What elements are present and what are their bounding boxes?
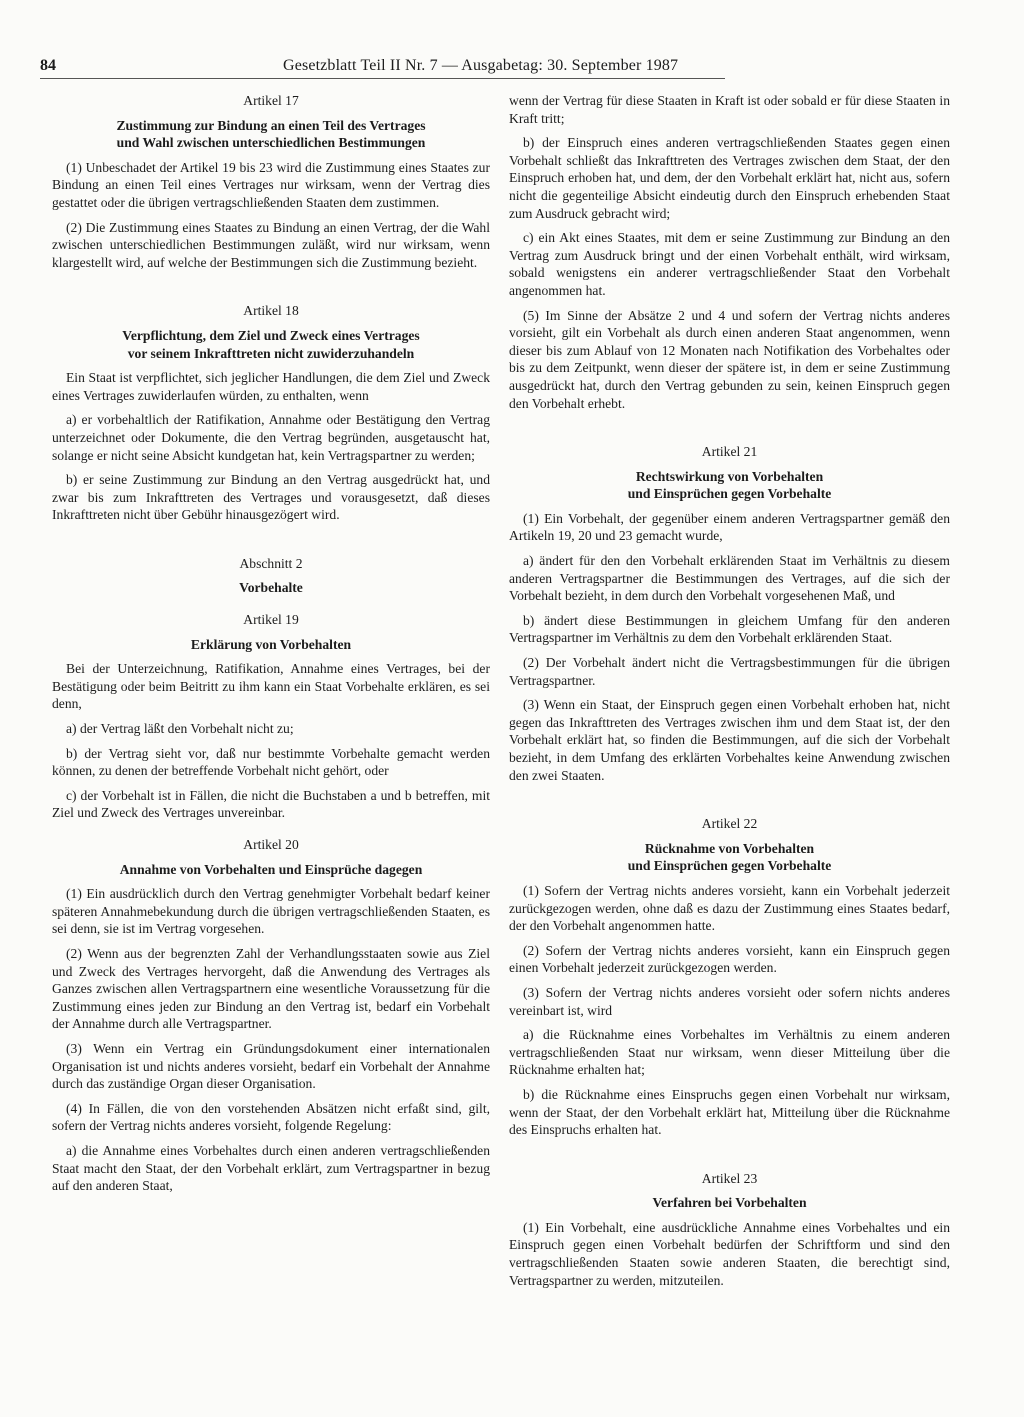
article-20-paragraph-3: (3) Wenn ein Vertrag ein Gründungsdokument einer internationalen Organisation ist und nichts anderes vorsieht, bedarf ein Vorbehalt der Annahme durch das zuständige Organ dieser Organisation. xyxy=(52,1040,490,1092)
article-20-paragraph-2: (2) Wenn aus der begrenzten Zahl der Verhandlungsstaaten sowie aus Ziel und Zweck des Vertrages hervorgeht, daß die Anwendung des Vertrages als Ganzes zwischen allen Vertragspartnern eine wesentliche Voraussetzung für die Zustimmung eines jeden zur Bindung an den Vertrag ist, bedarf ein Vorbehalt der Annahme durch alle Vertragspartner. xyxy=(52,945,490,1032)
article-17-paragraph-2: (2) Die Zustimmung eines Staates zu Bindung an einen Vertrag, der die Wahl zwischen unterschiedlichen Bestimmungen zuläßt, wird nur wirksam, wenn klargestellt wird, auf welche der Bestimmungen sich die Zustimmung bezieht. xyxy=(52,219,490,270)
article-20-number: Artikel 20 xyxy=(243,837,299,852)
article-20-paragraph-5: (5) Im Sinne der Absätze 2 und 4 und sofern der Vertrag nichts anderes vorsieht, gilt ein Vorbehalt als durch einen anderen Staat angenommen, wenn dieser bis zum Ablauf von 12 Monaten nach Notifikation des Vorbehaltes oder bis zu dem Zeitpunkt, wenn dieser der spätere ist, in dem er seine Zustimmung ausgedrückt hat, durch den Vertrag gebunden zu sein, keinen Einspruch gegen den Vorbehalt erhebt. xyxy=(509,307,950,411)
left-column xyxy=(52,92,490,1202)
article-23-paragraph-1: (1) Ein Vorbehalt, eine ausdrückliche Annahme eines Vorbehaltes und ein Einspruch gegen einen Vorbehalt bedürfen der Schriftform und sind den vertragschließenden Staaten sowie anderen Staaten, die berechtigt sind, Vertragspartner zu werden, mitzuteilen. xyxy=(509,1219,950,1288)
article-18-paragraph-1: Ein Staat ist verpflichtet, sich jeglicher Handlungen, die dem Ziel und Zweck eines Vertrages zuwiderlaufen würden, zu enthalten, wenn xyxy=(52,370,490,403)
article-22-title-line-1: Rücknahme von Vorbehalten xyxy=(644,840,815,856)
page-header xyxy=(40,57,725,79)
article-22-paragraph-1: (1) Sofern der Vertrag nichts anderes vorsieht, kann ein Vorbehalt jederzeit zurückgezogen werden, ohne daß es dazu der Zustimmung eines Staates bedarf, der den Vorbehalt angenommen hatte. xyxy=(509,882,950,934)
article-18-title-line-1: Verpflichtung, dem Ziel und Zweck eines Vertrages xyxy=(122,327,420,343)
article-20-item-a-continued: wenn der Vertrag für diese Staaten in Kraft ist oder sobald er für diese Staaten in Kraft tritt; xyxy=(509,93,950,126)
article-22-item-b: b) die Rücknahme eines Einspruchs gegen einen Vorbehalt nur wirksam, wenn der Staat, der den Vorbehalt erklärt hat, Mitteilung über die Rücknahme des Einspruchs erhalten hat. xyxy=(509,1086,950,1138)
article-21-paragraph-2: (2) Der Vorbehalt ändert nicht die Vertragsbestimmungen für die übrigen Vertragspartner. xyxy=(509,655,950,688)
header-rule xyxy=(40,78,725,79)
article-21-paragraph-1: (1) Ein Vorbehalt, der gegenüber einem anderen Vertragspartner gemäß den Artikeln 19, 20 und 23 gemacht wurde, xyxy=(509,510,950,544)
article-20-title: Annahme von Vorbehalten und Einsprüche dagegen xyxy=(119,861,423,877)
page-number: 84 xyxy=(40,57,56,74)
article-21-title-line-2: und Einsprüchen gegen Vorbehalte xyxy=(627,486,832,502)
section-2-number: Abschnitt 2 xyxy=(239,555,303,571)
article-22-title-line-2: und Einsprüchen gegen Vorbehalte xyxy=(627,858,832,874)
article-18-title-line-2: vor seinem Inkrafttreten nicht zuwiderzuhandeln xyxy=(127,345,415,361)
article-20-item-c: c) ein Akt eines Staates, mit dem er seine Zustimmung zur Bindung an den Vertrag zum Ausdruck bringt und der einen Vorbehalt enthält, wird wirksam, sobald wenigstens ein anderer vertragschließender Staat den Vorbehalt angenommen hat. xyxy=(509,230,950,298)
section-2-title: Vorbehalte xyxy=(239,580,303,596)
article-21-paragraph-3: (3) Wenn ein Staat, der Einspruch gegen einen Vorbehalt erhoben hat, nicht gegen das Inkrafttreten des Vertrages zwischen ihm und dem Staat ist, der den Vorbehalt erklärt hat, so finden die Bestimmungen, auf die sich der Vorbehalt bezieht, in dem Umfang des erklärten Vorbehaltes keine Anwendung zwischen den zwei Staaten. xyxy=(509,697,950,783)
article-18-item-a: a) er vorbehaltlich der Ratifikation, Annahme oder Bestätigung den Vertrag unterzeichnet oder Dokumente, die den Vertrag begründen, ausgetauscht hat, solange er nicht seine Absicht kundgetan hat, kein Vertragspartner zu werden; xyxy=(52,412,490,463)
article-17-title-line-1: Zustimmung zur Bindung an einen Teil des Vertrages xyxy=(116,117,426,133)
article-19-item-b: b) der Vertrag sieht vor, daß nur bestimmte Vorbehalte gemacht werden können, zu denen der betreffende Vorbehalt nicht gehört, oder xyxy=(52,745,490,779)
article-21-item-a: a) ändert für den den Vorbehalt erklärenden Staat im Verhältnis zu diesem anderen Vertragspartner die Bestimmungen des Vertrages, auf die sich der Vorbehalt bezieht, in dem durch den Vorbehalt vorgesehenen Maß, und xyxy=(509,553,950,604)
article-23-number: Artikel 23 xyxy=(701,1170,758,1186)
article-19-number: Artikel 19 xyxy=(243,612,299,628)
article-21-item-b: b) ändert diese Bestimmungen in gleichem Umfang für den anderen Vertragspartner im Verhältnis zu dem den Vorbehalt erklärenden Staat. xyxy=(509,612,950,646)
right-column xyxy=(509,92,950,1296)
article-20-item-b: b) der Einspruch eines anderen vertragschließenden Staates gegen einen Vorbehalt schließt das Inkrafttreten des Vertrages zwischen dem Staat, der den Einspruch erhoben hat, und dem, der den Vorbehalt erklärt hat, nicht aus, sofern nicht die gegenteilige Absicht eindeutig durch den Einspruch erhebenden Staat zum Ausdruck gebracht wird; xyxy=(509,135,950,221)
article-19-item-a: a) der Vertrag läßt den Vorbehalt nicht zu; xyxy=(66,721,294,737)
article-17-number: Artikel 17 xyxy=(243,93,299,108)
article-22-item-a: a) die Rücknahme eines Vorbehaltes im Verhältnis zu einem anderen vertragschließenden Staat nur wirksam, wenn dieser Mitteilung über die Rücknahme erhalten hat; xyxy=(509,1027,950,1078)
article-19-title: Erklärung von Vorbehalten xyxy=(190,636,352,652)
article-18-item-b: b) er seine Zustimmung zur Bindung an den Vertrag ausgedrückt hat, und zwar bis zum Inkrafttreten des Vertrages und vorausgesetzt, daß dieses Inkrafttreten nicht über Gebühr hinausgezögert wird. xyxy=(52,472,490,523)
article-19-paragraph-1: Bei der Unterzeichnung, Ratifikation, Annahme eines Vertrages, bei der Bestätigung oder beim Beitritt zu ihm kann ein Staat Vorbehalte erklären, es sei denn, xyxy=(52,661,490,712)
article-22-number: Artikel 22 xyxy=(701,816,758,832)
article-21-title-line-1: Rechtswirkung von Vorbehalten xyxy=(635,468,824,484)
article-20-paragraph-4: (4) In Fällen, die von den vorstehenden Absätzen nicht erfaßt sind, gilt, sofern der Vertrag nichts anderes vorsieht, folgende Regelung: xyxy=(52,1100,490,1134)
article-21-number: Artikel 21 xyxy=(701,444,758,460)
article-19-item-c: c) der Vorbehalt ist in Fällen, die nicht die Buchstaben a und b betreffen, mit Ziel und Zweck des Vertrages unvereinbar. xyxy=(52,787,490,821)
article-17-paragraph-1: (1) Unbeschadet der Artikel 19 bis 23 wird die Zustimmung eines Staates zur Bindung an einen Teil eines Vertrages nur wirksam, wenn der Vertrag dies gestattet oder die übrigen vertragschließenden Staaten dem zustimmen. xyxy=(52,159,490,210)
article-23-title: Verfahren bei Vorbehalten xyxy=(652,1195,807,1211)
article-18-number: Artikel 18 xyxy=(243,303,299,319)
article-17-title-line-2: und Wahl zwischen unterschiedlichen Bestimmungen xyxy=(116,135,426,151)
article-22-paragraph-3: (3) Sofern der Vertrag nichts anderes vorsieht oder sofern nichts anderes vereinbart ist, wird xyxy=(509,984,950,1018)
article-22-paragraph-2: (2) Sofern der Vertrag nichts anderes vorsieht, kann ein Einspruch gegen einen Vorbehalt jederzeit zurückgezogen werden. xyxy=(509,942,950,976)
running-title: Gesetzblatt Teil II Nr. 7 — Ausgabetag: 30. September 1987 xyxy=(283,57,679,74)
article-20-item-a: a) die Annahme eines Vorbehaltes durch einen anderen vertragschließenden Staat macht den Staat, der den Vorbehalt erklärt, zum Vertragspartner in bezug auf den anderen Staat, xyxy=(52,1142,490,1194)
article-20-paragraph-1: (1) Ein ausdrücklich durch den Vertrag genehmigter Vorbehalt bedarf keiner späteren Annahmebekundung durch die übrigen vertragschließenden Staaten, es sei denn, sie ist im Vertrag vorgesehen. xyxy=(52,886,490,937)
